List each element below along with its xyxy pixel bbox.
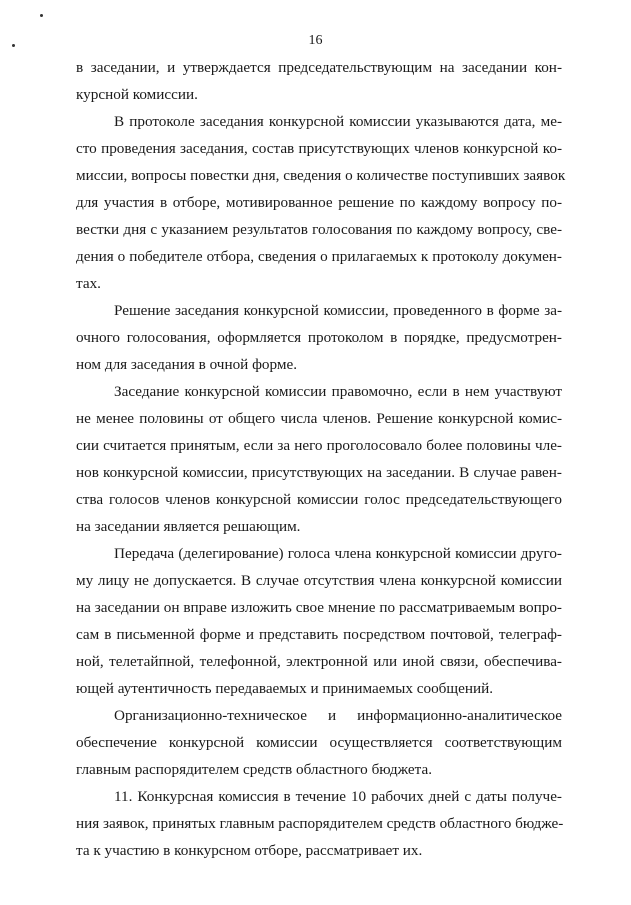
- text-line: ства голосов членов конкурсной комиссии голос председательствующего: [76, 491, 562, 508]
- page-number: 16: [308, 33, 323, 48]
- text-line: миссии, вопросы повестки дня, сведения о количестве поступивших заявок: [76, 167, 566, 184]
- text-line: на заседании он вправе изложить свое мнение по рассматриваемым вопро-: [76, 599, 562, 616]
- text-line: Передача (делегирование) голоса члена конкурсной комиссии друго-: [114, 545, 562, 562]
- text-line: 11. Конкурсная комиссия в течение 10 рабочих дней с даты получе-: [114, 788, 562, 805]
- text-line: в заседании, и утверждается председательствующим на заседании кон-: [76, 59, 562, 76]
- text-line: очного голосования, оформляется протоколом в порядке, предусмотрен-: [76, 329, 562, 346]
- text-line: сто проведения заседания, состав присутствующих членов конкурсной ко-: [76, 140, 562, 157]
- text-line: ном для заседания в очной форме.: [76, 356, 298, 373]
- text-line: курсной комиссии.: [76, 86, 198, 103]
- scan-speck: [40, 14, 43, 17]
- text-line: сам в письменной форме и представить посредством почтовой, телеграф-: [76, 626, 562, 643]
- text-line: главным распорядителем средств областного бюджета.: [76, 761, 432, 778]
- text-line: дения о победителе отбора, сведения о прилагаемых к протоколу докумен-: [76, 248, 562, 265]
- text-line: для участия в отборе, мотивированное решение по каждому вопросу по-: [76, 194, 562, 211]
- text-line: нов конкурсной комиссии, присутствующих на заседании. В случае равен-: [76, 464, 562, 481]
- text-line: тах.: [76, 275, 101, 292]
- text-line: ния заявок, принятых главным распорядителем средств областного бюдже-: [76, 815, 564, 832]
- text-line: та к участию в конкурсном отборе, рассматривает их.: [76, 842, 423, 859]
- text-line: В протоколе заседания конкурсной комиссии указываются дата, ме-: [114, 113, 562, 130]
- text-line: му лицу не допускается. В случае отсутствия члена конкурсной комиссии: [76, 572, 562, 589]
- text-line: вестки дня с указанием результатов голосования по каждому вопросу, све-: [76, 221, 562, 238]
- text-line: Решение заседания конкурсной комиссии, проведенного в форме за-: [114, 302, 562, 319]
- text-line: ющей аутентичность передаваемых и принимаемых сообщений.: [76, 680, 494, 697]
- text-line: Организационно-техническое и информационно-аналитическое: [114, 707, 562, 724]
- text-line: не менее половины от общего числа членов. Решение конкурсной комис-: [76, 410, 562, 427]
- text-line: ной, телетайпной, телефонной, электронной или иной связи, обеспечива-: [76, 653, 562, 670]
- text-line: обеспечение конкурсной комиссии осуществляется соответствующим: [76, 734, 562, 751]
- text-line: на заседании является решающим.: [76, 518, 301, 535]
- text-line: Заседание конкурсной комиссии правомочно, если в нем участвуют: [114, 383, 562, 400]
- text-line: сии считается принятым, если за него проголосовало более половины чле-: [76, 437, 562, 454]
